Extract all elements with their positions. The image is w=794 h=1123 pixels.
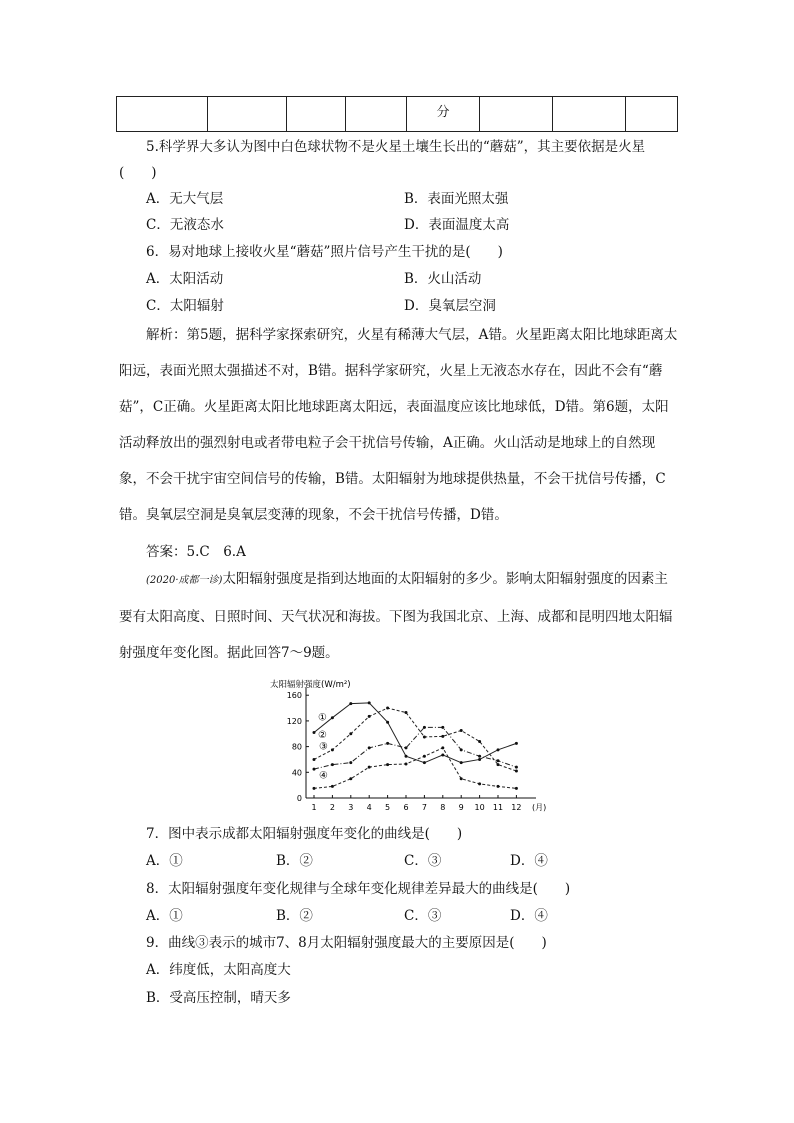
data-point xyxy=(368,715,371,718)
data-point xyxy=(386,742,389,745)
analysis-paragraph xyxy=(119,317,679,533)
data-point xyxy=(423,755,426,758)
q7-option-d: D．④ xyxy=(510,853,548,869)
score-cell xyxy=(480,97,553,132)
data-point xyxy=(460,761,463,764)
y-tick-label: 40 xyxy=(291,768,302,778)
data-point xyxy=(423,735,426,738)
x-tick-label: 4 xyxy=(366,803,372,812)
score-cell xyxy=(626,97,678,132)
data-point xyxy=(349,732,352,735)
data-point xyxy=(515,742,518,745)
x-tick-label: 5 xyxy=(385,803,391,812)
x-tick-label: 11 xyxy=(492,803,504,812)
data-point xyxy=(349,702,352,705)
score-cell xyxy=(287,97,346,132)
score-cell xyxy=(346,97,407,132)
series-line xyxy=(314,703,516,763)
q5-option-d: D．表面温度太高 xyxy=(404,217,510,233)
y-tick-label: 80 xyxy=(291,742,302,752)
data-point xyxy=(423,726,426,729)
score-table xyxy=(116,96,678,132)
score-cell xyxy=(208,97,287,132)
y-tick-label: 160 xyxy=(286,691,302,701)
x-tick-label: 8 xyxy=(440,803,446,812)
data-point xyxy=(405,762,408,765)
data-point xyxy=(331,785,334,788)
data-point xyxy=(478,758,481,761)
data-point xyxy=(497,763,500,766)
x-tick-label: 12 xyxy=(511,803,522,812)
data-point xyxy=(497,759,500,762)
series-label: ② xyxy=(318,730,327,742)
data-point xyxy=(386,707,389,710)
data-point xyxy=(331,716,334,719)
score-cell xyxy=(553,97,626,132)
q8-option-c: C．③ xyxy=(404,908,442,924)
data-point xyxy=(368,701,371,704)
data-point xyxy=(405,755,408,758)
data-point xyxy=(478,782,481,785)
x-tick-label: 3 xyxy=(348,803,354,812)
series-line xyxy=(314,727,516,769)
q8-option-a: A．① xyxy=(146,908,183,924)
y-tick-label: 0 xyxy=(296,794,302,803)
data-point xyxy=(460,748,463,751)
series-label: ③ xyxy=(319,741,328,753)
q6-option-d: D．臭氧层空洞 xyxy=(404,298,496,314)
solar-radiation-chart xyxy=(266,674,566,819)
data-point xyxy=(313,768,316,771)
q5-stem: 5.科学界大多认为图中白色球状物不是火星土壤生长出的“蘑菇”，其主要依据是火星 xyxy=(146,139,646,155)
data-point xyxy=(331,748,334,751)
data-point xyxy=(441,746,444,749)
intro-text: 太阳辐射强度是指到达地面的太阳辐射的多少。影响太阳辐射强度的因素主要有太阳高度、日照时间、天气状况和海拔。下图为我国北京、上海、成都和昆明四地太阳辐射强度年变化图。据此回答7～9题。 xyxy=(119,571,673,661)
x-tick-label: 2 xyxy=(329,803,335,812)
x-axis-unit-label: (月) xyxy=(532,803,547,812)
data-point xyxy=(497,785,500,788)
q9-stem: 9．曲线③表示的城市7、8月太阳辐射强度最大的主要原因是( ) xyxy=(146,935,547,951)
q7-option-a: A．① xyxy=(146,853,183,869)
intro-paragraph xyxy=(119,561,679,671)
q5-option-b: B．表面光照太强 xyxy=(404,191,509,207)
chart-title: 太阳辐射强度(W/m²) xyxy=(270,680,351,690)
series-line xyxy=(314,748,516,788)
series-line xyxy=(314,708,516,771)
series-label: ④ xyxy=(319,770,328,782)
x-tick-label: 7 xyxy=(421,803,427,812)
q8-stem: 8．太阳辐射强度年变化规律与全球年变化规律差异最大的曲线是( ) xyxy=(146,881,571,897)
x-tick-label: 9 xyxy=(458,803,464,812)
analysis-text: 解析：第5题，据科学家探索研究，火星有稀薄大气层，A错。火星距离太阳比地球距离太阳远，表面光照太强描述不对，B错。据科学家研究，火星上无液态水存在，因此不会有“蘑菇”，C正确。火星距离太阳比地球距离太阳远，表面温度应该比地球低，D错。第6题，太阳活动释放出的强烈射电或者带电粒子会干扰信号传输，A正确。火山活动是地球上的自然现象，不会干扰宇宙空间信号的传输，B错。太阳辐射为地球提供热量，不会干扰信号传播，C错。臭氧层空洞是臭氧层变薄的现象，不会干扰信号传播，D错。 xyxy=(119,327,678,523)
q5-stem-paren: ( ) xyxy=(119,165,157,181)
data-point xyxy=(460,777,463,780)
q6-option-c: C．太阳辐射 xyxy=(146,298,224,314)
x-tick-label: 1 xyxy=(311,803,317,812)
data-point xyxy=(368,746,371,749)
data-point xyxy=(441,753,444,756)
q9-option-b: B．受高压控制，晴天多 xyxy=(146,990,291,1006)
data-point xyxy=(423,761,426,764)
q7-stem: 7．图中表示成都太阳辐射强度年变化的曲线是( ) xyxy=(146,826,463,842)
data-point xyxy=(313,758,316,761)
score-cell-fen: 分 xyxy=(407,97,480,132)
q6-option-a: A．太阳活动 xyxy=(146,271,224,287)
data-point xyxy=(441,726,444,729)
data-point xyxy=(331,763,334,766)
x-tick-label: 6 xyxy=(403,803,409,812)
q9-option-a: A．纬度低，太阳高度大 xyxy=(146,962,291,978)
data-point xyxy=(515,787,518,790)
data-point xyxy=(405,711,408,714)
data-point xyxy=(441,735,444,738)
data-point xyxy=(368,766,371,769)
data-point xyxy=(515,766,518,769)
data-point xyxy=(386,763,389,766)
data-point xyxy=(497,748,500,751)
q5-option-c: C．无液态水 xyxy=(146,217,224,233)
data-point xyxy=(349,777,352,780)
data-point xyxy=(515,770,518,773)
data-point xyxy=(478,740,481,743)
data-point xyxy=(386,721,389,724)
q7-option-c: C．③ xyxy=(404,853,442,869)
data-point xyxy=(313,787,316,790)
q7-option-b: B．② xyxy=(276,853,313,869)
data-point xyxy=(478,755,481,758)
source-citation: (2020·成都一诊) xyxy=(146,575,223,586)
score-cell xyxy=(117,97,208,132)
x-tick-label: 10 xyxy=(474,803,485,812)
q6-stem: 6．易对地球上接收火星“蘑菇”照片信号产生干扰的是( ) xyxy=(146,244,503,260)
data-point xyxy=(460,729,463,732)
q5-option-a: A．无大气层 xyxy=(146,191,224,207)
q8-option-d: D．④ xyxy=(510,908,548,924)
data-point xyxy=(349,761,352,764)
data-point xyxy=(313,731,316,734)
series-label: ① xyxy=(318,712,327,724)
y-tick-label: 120 xyxy=(286,716,302,726)
answer-line: 答案：5.C 6.A xyxy=(146,544,246,560)
q8-option-b: B．② xyxy=(276,908,313,924)
data-point xyxy=(405,746,408,749)
q6-option-b: B．火山活动 xyxy=(404,271,482,287)
